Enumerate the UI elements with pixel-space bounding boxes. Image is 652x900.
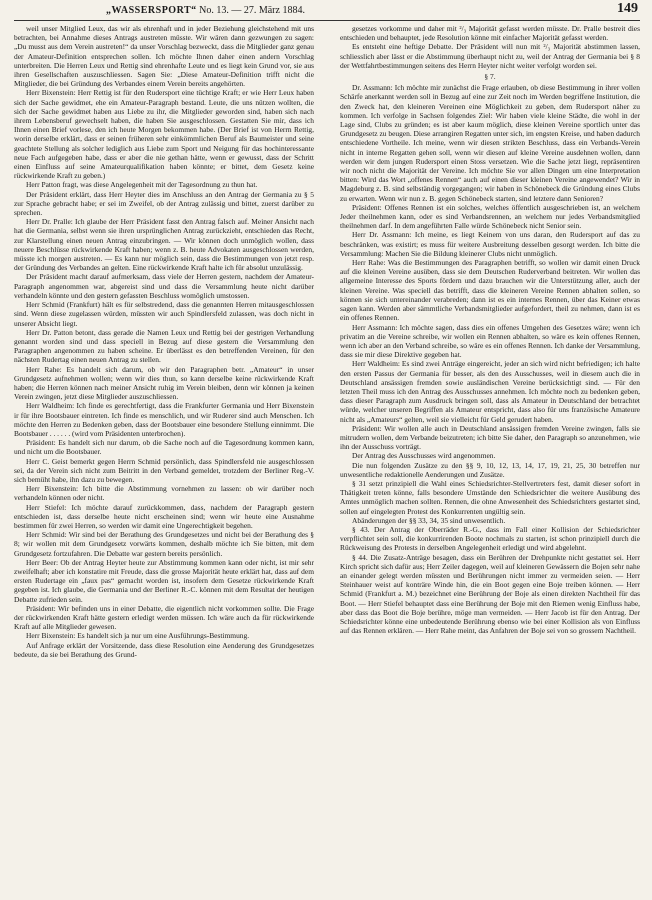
paragraph: Präsident: Offenes Rennen ist ein solches, welches öffentlich ausgeschrieben ist, an welchem Jeder theilnehmen kann, oder es sind Verbandsrennen, an welchem nur jedes Verbandsmitglied theilnehmen darf. In dem angeführten Falle würde Schönebeck nicht Senior sein. (340, 202, 640, 231)
journal-title: „WASSERSPORT“ (106, 5, 197, 16)
paragraph: Herr Waldheim: Ich finde es gerechtfertigt, dass die Frankfurter Germania und Herr Bixenstein ir für ihre Bootsbauer eintreten. Ich finde es menschlich, und wir Ruderer sind auch Menschen. Ich möchte den Herren zu Bedenken geben, dass der Bootsbauer eine besondere Stellung einnimmt. Die Bootsbauer . . . . . . (wird vom Präsidenten unterbrochen). (14, 401, 314, 438)
paragraph: Die nun folgenden Zusätze zu den §§ 9, 10, 12, 13, 14, 17, 19, 21, 25, 30 betreffen nur unwesentliche redaktionelle Aenderungen und Zusätze. (340, 460, 640, 479)
issue-info: No. 13. — 27. März 1884. (199, 5, 305, 16)
paragraph: § 43. Der Antrag der Oberräder R.-G., dass im Fall einer Kollision der Schiedsrichter verpflichtet sein soll, die konkurrirenden Boote nochmals zu starten, ist schon prinzipiell durch die Rückweisung des Protests in derselben Angelegenheit erledigt und wird abgelehnt. (340, 524, 640, 553)
paragraph: § 44. Die Zusatz-Anträge besagen, dass ein Berühren der Drehpunkte nicht gestattet sei. Herr Kirch spricht sich dafür aus; Herr Zeiler dagegen, weil auf kleineren Gewässern die Bojen sehr nahe an einander gelegt werden müssten und Berührungen nicht immer zu vermeiden seien. — Herr Steinhauer weist auf konträre Winde hin, die ein Boot gegen eine Boje treiben können. — Herr Schmid (Frankfurt a. M.) bezeichnet eine Berührung der Boje als einen direkten Nachtheil für das Boot. — Herr Stiefel behauptet dass eine Berührung der Boje mit den Riemen wenig Einfluss habe, aber dass das Boot die Boje berühre, möge man vermeiden. — Herr Jacob ist für den Antrag. Der Schiedsrichter könne eine unbedeutende Berührung ebenso wie bei einer Kollision als von Einfluss auf das Rennen erklären. — Herr Rahe meint, das Anfahren der Boje sei von so grossem Nachtheil. (340, 552, 640, 636)
paragraph: Herr Dr. Pralle: Ich glaube der Herr Präsident fasst den Antrag falsch auf. Meiner Ansicht nach hat die Germania, selbst wenn sie ihren ursprünglichen Antrag zurückzieht, entschieden das Recht, zur Klarstellung einen neuen Antrag einzubringen. — Wir können doch unmöglich wollen, dass neuere Beschlüsse rückwirkende Kraft haben; wenn z. B. heute Advokaten ausgeschlossen werden, müsste ich morgen austreten. — Es kann nur möglich sein, dass die Bestimmungen von jetzt resp. der Gründung des Verbandes an gelten. Eine rückwirkende Kraft halte ich für absolut unzulässig. (14, 217, 314, 273)
paragraph: Herr Rahe: Es handelt sich darum, ob wir den Paragraphen betr. „Amateur“ in unser Grundgesetz aufnehmen wollen; wenn wir dies thun, so kann derselbe keine rückwirkende Kraft haben; die Herren können nach meiner Ansicht ruhig im Verein bleiben, denn wir können ja keinen Verein zwingen, jetzt diese Mitglieder auszuschliessen. (14, 364, 314, 402)
paragraph: Herr Beer: Ob der Antrag Heyter heute zur Abstimmung kommen kann oder nicht, ist mir sehr zweifelhaft; aber ich konstatire mit Freude, dass die grosse Majorität heute erklärt hat, dass auf dem ersten Rudertage ein „faux pas“ gemacht worden ist, insofern dem Gesetze rückwirkende Kraft gegeben ist. Ich glaube, die Germania und der Berliner R.-C. können mit dem Resultat der heutigen Debatte zufrieden sein. (14, 557, 314, 604)
paragraph: Herr Rahe: Was die Bestimmungen des Paragraphen betrifft, so wollen wir damit einen Druck auf die kleinen Vereine ausüben, dass sie dem Deutschen Ruderverband beitreten. Wir wollen das allgemeine Interesse des Sports fördern und dazu brauchen wir die Unterstützung aller, auch der kleinen Vereine. Was speciell das betrifft, dass die kleineren Vereine Rennen abhalten sollen, so können sie sich untereinander verabreden; dann ist es ein internes Rennen, über das Keiner etwas sagen kann. Werden aber sämmtliche Verbandsmitglieder aufgefordert, theil zu nehmen, dann ist es ein offenes Rennen. (340, 258, 640, 323)
paragraph: weil unser Mitglied Leux, das wir als ehrenhaft und in jeder Beziehung gleichstehend mit uns betrachten, bei Annahme dieses Antrags austreten müsste. Wir wären dann gezwungen zu sagen: „Du musst aus dem Verein austreten!“ da unser Vorschlag bezweckt, dass die Mitglieder ganz genau der Amateur-Definition entsprechen sollen. Ich möchte Ihnen daher einen andern Vorschlag unterbreiten. Die Herren Leux und Rettig sind ehrenhafte Leute und es liegt kein Grund vor, sie aus ihren Gesellschaften auszuschliessen. Sagen Sie: „Diese Amateur-Definition trifft nicht die Mitglieder, die bei Gründung des Verbandes einem Verein bereits angehörten. (14, 24, 314, 89)
journal-masthead (106, 5, 305, 16)
paragraph: Dr. Assmann: Ich möchte mir zunächst die Frage erlauben, ob diese Bestimmung in ihrer vollen Schärfe anerkannt werden soll in Bezug auf eine zur Zeit noch im Werden begriffene Institution, die den Zweck hat, den kleineren Vereinen eine Möglichkeit zu geben, dem Rudersport näher zu kommen. Ich verfolge in Sachsen folgendes Ziel: Wir haben viele kleine Städte, die wohl in der Lage sind, Clubs zu gründen; es ist aber kaum möglich, diese kleinen Vereine sportlich unter das Grundgesetz zu beugen. Diese arrangiren Regatten unter sich, im engsten Kreise, und haben dadurch entschiedene Vortheile. Ich meine, wenn wir diesen strikten Beschluss, dass ein Verbands-Verein nicht in interne Regatten gehen soll, wenn wir diesen auf kleine Vereine ausdehnen wollen, dann werden wir dem jungen Rudersport einen Stoss versetzen. Wie die Sache jetzt liegt, repräsentiren wir noch nicht die Majorität der Vereine. Ich möchte Sie vor allen Dingen um eine Interpretation bitten: Wird das Wort „offenes Rennen“ auch auf einen dieser kleinen Vereine angewendet? Wir in Magdeburg z. B. sind selbständig vorgegangen; wir haben in Schönebeck die Gründung eines Clubs zu erwarten. Wenn wir nun z. B. gegen Schönebeck starten, sind letztere dann Senioren? (340, 83, 640, 203)
paragraph: gesetzes vorkomme und daher mit ²/₃ Majorität gefasst werden müsste. Dr. Pralle bestreit dies entschieden und behauptet, jede Resolution könne mit einfacher Majorität gefasst werden. (340, 24, 640, 43)
paragraph: Auf Anfrage erklärt der Vorsitzende, dass diese Resolution eine Aenderung des Grundgesetzes bedeute, da sie bei Berathung des Grund- (14, 640, 314, 659)
right-column (340, 24, 640, 896)
paragraph: Der Antrag des Ausschusses wird angenommen. (352, 451, 496, 461)
section-heading: § 7. (484, 72, 496, 82)
right-column-bottom (340, 83, 640, 635)
paragraph: Herr Schmid: Wir sind bei der Berathung des Grundgesetzes und nicht bei der Berathung des § 8; wir wollen mit dem Grundgesetz vorwärts kommen, deshalb möchte ich Sie bitten, mit dem Grundgesetz fortzufahren. Die Debatte war gestern bereits persönlich. (14, 530, 314, 558)
paragraph: Der Präsident erklärt, dass Herr Heyter dies im Anschluss an den Antrag der Germania zu § 5 zur Sprache gebracht habe; er sei im Zweifel, ob der Antrag zulässig und bittet, zuerst darüber zu sprechen. (14, 189, 314, 218)
paragraph: Herr Waldheim: Es sind zwei Anträge eingereicht, jeder an sich wird nicht befriedigen; ich halte den ersten Passus der Germania für besser, als den des Ausschusses, weil in diesem auch die in Deutschland ansässigen fremden sowie ausländischen Vereine berücksichtigt sind. — Für den letzten Theil muss ich den Antrag des Ausschusses annehmen. Ich möchte noch zu bedenken geben, dass dieser Paragraph zum Ausdruck bringen soll, dass als Amateur in Deutschland der betrachtet würde, welcher unseren Begriffen als Amateur entspricht, dass also für uns französische Amateure nicht als „Amateurs“ gelten, weil sie vielleicht für Geld gerudert haben. (340, 359, 640, 424)
paragraph: Der Präsident macht darauf aufmerksam, dass viele der Herren gestern, nachdem der Amateur-Paragraph angenommen war, abgereist sind und dass die Versammlung heute nicht darüber verhandeln könnte und den gestern gefassten Beschluss womöglich umstossen. (14, 272, 314, 300)
text-columns (14, 24, 640, 896)
right-column-top (340, 24, 640, 70)
paragraph: Herr Dr. Assmann: Ich meine, es liegt Keinem von uns daran, den Rudersport auf das zu beschränken, was existirt; es muss für weitere Ausbreitung desselben gesorgt werden. Ich bitte die Versammlung: Machen Sie die Bildung kleinerer Clubs nicht unmöglich. (340, 230, 640, 258)
paragraph: Herr Dr. Patton betont, dass gerade die Namen Leux und Rettig bei der gestrigen Verhandlung genannt worden sind und dass speciell in Bezug auf diese gestern die Versammlung den Paragraphen angenommen zu haben scheine. Er überlässt es den betreffenden Vereinen, für den nächsten Rudertag einen neuen Antrag zu stellen. (14, 327, 314, 365)
page-number: 149 (617, 1, 638, 16)
paragraph: Herr Bixenstein: Es handelt sich ja nur um eine Ausführungs-Bestimmung. (26, 631, 250, 641)
paragraph: Herr C. Geist bemerkt gegen Herrn Schmid persönlich, dass Spindlersfeld nie ausgeschlossen sei, da der Verein sich nicht zum Beitritt in den Verband gemeldet, trotzdem der Berliner Reg.-V. sich bemüht habe, ihn dazu zu bewegen. (14, 456, 314, 484)
paragraph: Abänderungen der §§ 33, 34, 35 sind unwesentlich. (352, 515, 506, 525)
paragraph: Es entsteht eine heftige Debatte. Der Präsident will nun mit ²/₃ Majorität abstimmen lassen, schliesslich aber lässt er die Abstimmung überhaupt nicht zu, weil der Antrag der Germania bei § 8 der Wettfahrtbestimmungen seitens des Herrn Heyter nicht weiter verfolgt worden sei. (340, 42, 640, 70)
paragraph: Herr Stiefel: Ich möchte darauf zurückkommen, dass, nachdem der Paragraph gestern entschieden ist, dass derselbe heute nicht erscheinen sind; wenn wir heute eine Ausnahme bestimmen für zwei Herren, so werden wir damit eine Ungerechtigkeit begehen. (14, 502, 314, 530)
paragraph: Präsident: Wir befinden uns in einer Debatte, die eigentlich nicht vorkommen sollte. Die Frage der rückwirkenden Kraft hätte gestern erledigt werden müssen. Ich wäre auch da für rückwirkende Kraft auf alle Mitglieder gewesen. (14, 603, 314, 632)
paragraph: Herr Schmid (Frankfurt) hält es für selbstredend, dass die genannten Herren mitausgeschlossen sind. Wenn diese zugelassen würden, müssten wir auch Spindlersfeld zulassen, was doch nicht in unserer Absicht liegt. (14, 300, 314, 328)
paragraph: Präsident: Es handelt sich nur darum, ob die Sache noch auf die Tagesordnung kommen kann, und nicht um die Bootsbauer. (14, 438, 314, 457)
paragraph: Herr Patton fragt, was diese Angelegenheit mit der Tagesordnung zu thun hat. (26, 180, 258, 190)
page-header (14, 0, 640, 21)
paragraph: Herr Assmann: Ich möchte sagen, dass dies ein offenes Umgehen des Gesetzes wäre; wenn ich privatim an die Vereine schreibe, wir wollen ein Rennen abhalten, so wäre es kein offenes Rennen, wenn ich aber an den Verband schreibe, so wäre es ein offenes Rennen. Ich danke der Versammlung, dass sie mir diese Direktive gegeben hat. (340, 322, 640, 360)
left-column (14, 24, 314, 896)
paragraph: Präsident: Wir wollen alle auch in Deutschland ansässigen fremden Vereine zwingen, falls sie mitrudern wollen, dem Verbande beizutreten; ich bitte Sie daher, den Paragraph so anzunehmen, wie ihn der Ausschuss vorträgt. (340, 423, 640, 452)
paragraph: Herr Bixenstein: Ich bitte die Abstimmung vornehmen zu lassen: ob wir darüber noch verhandeln können oder nicht. (14, 484, 314, 503)
paragraph: § 31 setzt prinzipiell die Wahl eines Schiedsrichter-Stellvertreters fest, damit dieser sofort in Thätigkeit treten könne, falls besondere Umstände den Schiedsrichter die weitere Ausübung des Amtes unmöglich machen sollten. Rennen, die ohne Anwesenheit des Schiedsrichters gestartet sind, sollen auf eingelegten Protest des Konkurrenten ungültig sein. (340, 478, 640, 516)
paragraph: Herr Bixenstein: Herr Rettig ist für den Rudersport eine tüchtige Kraft; er wie Herr Leux haben sich der Sache gewidmet, ehe ein Amateur-Paragraph bestand. Leute, die uns nützen wollten, die sich der Sache gewidmet haben aus Liebe zu ihr, die Mitglieder geworden sind, haben sich nach ihrem Lebensberuf gewechselt haben, die haben Sie ausgeschlossen. Gestatten Sie mir, dass ich Ihnen einen Brief vorlese, den ich heute Morgen bekommen habe. (Der Brief ist von Herrn Rettig, worin derselbe erklärt, dass er seinen früheren sehr einkömmlichen Beruf als Baumeister und seine geachtete Stellung als solcher lediglich aus Liebe zum Sport und Neigung für das hochinteressante neue Fach aufgegeben habe, dass er aber die nie gethan hätte, wenn er gewusst, dass der Schritt einen Einfluss auf seine Amateurqualifikation haben könnte; er bittet, dem Gesetz keine rückwirkende Kraft zu geben.) (14, 88, 314, 181)
